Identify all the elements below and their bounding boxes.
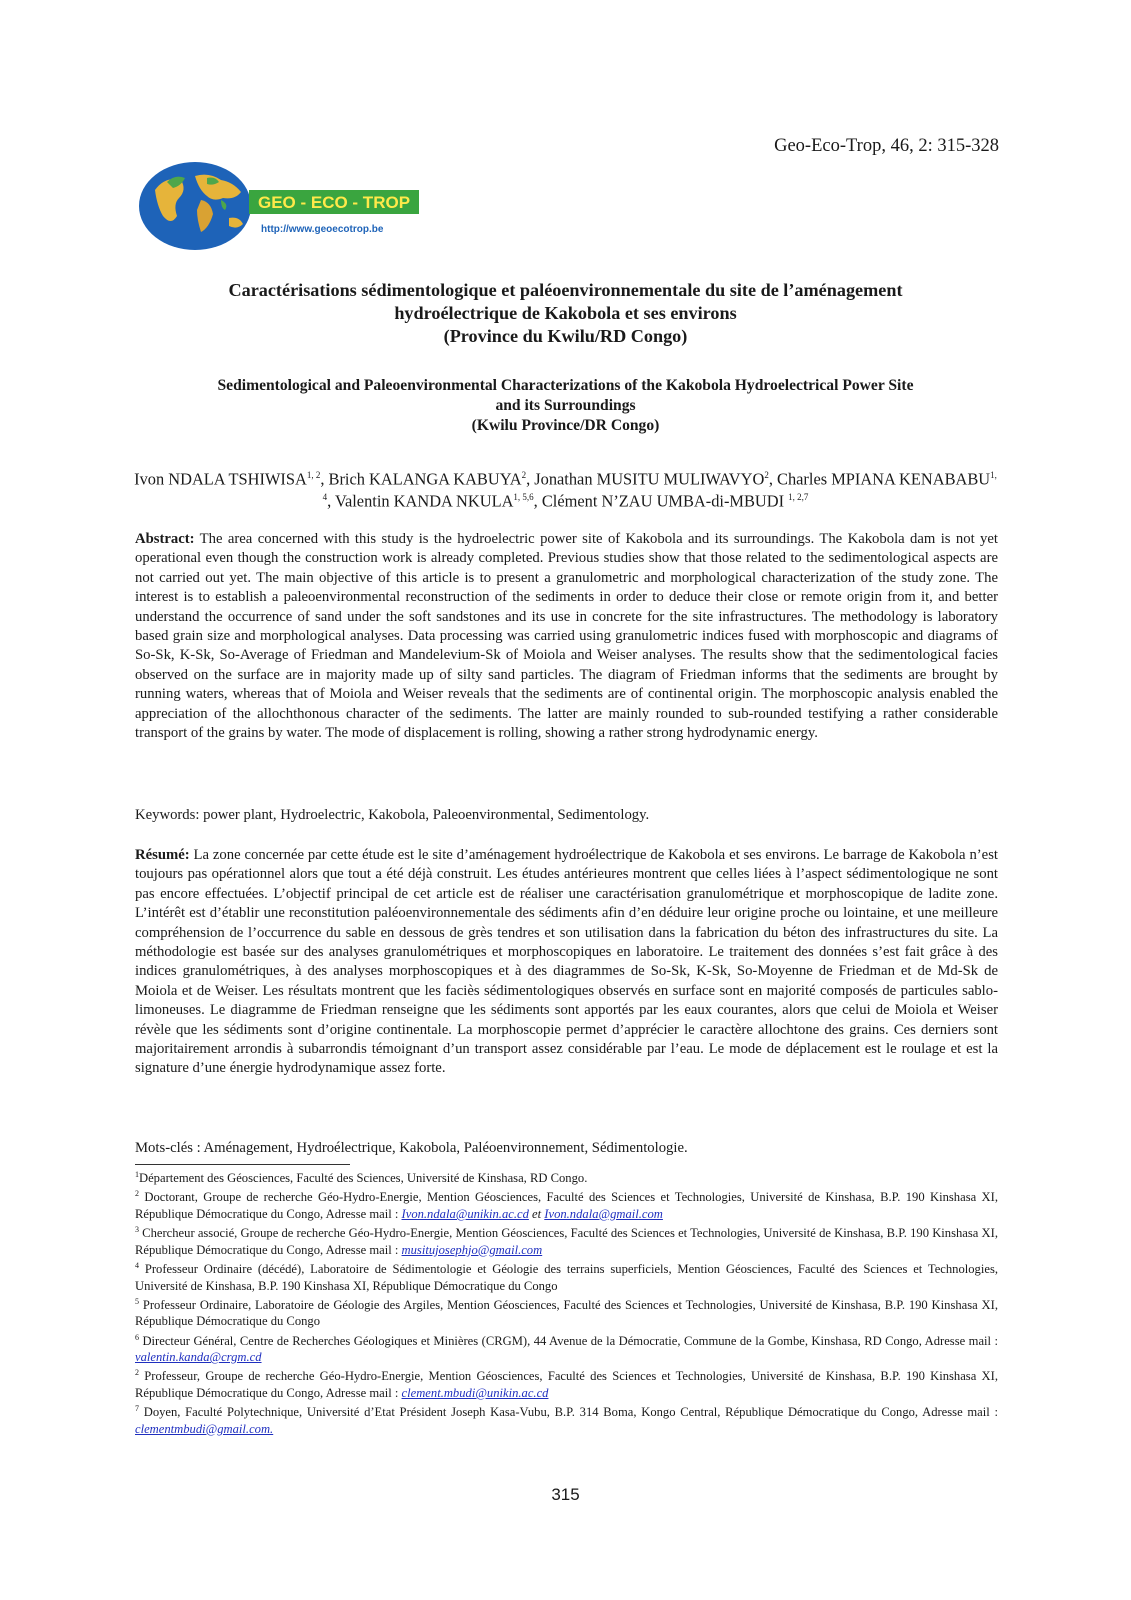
- footnote-number: 6: [135, 1332, 139, 1342]
- title-french: [130, 279, 1001, 348]
- footnote-8: [135, 1401, 998, 1437]
- author-name: Ivon NDALA TSHIWISA: [134, 469, 307, 489]
- email-link[interactable]: clement.mbudi@unikin.ac.cd: [401, 1385, 549, 1400]
- footnote-number: 4: [135, 1261, 139, 1271]
- mots-cles-line: Mots-clés : Aménagement, Hydroélectrique, Kakobola, Paléoenvironnement, Sédimentologie.: [135, 1140, 688, 1156]
- footnote-text: Directeur Général, Centre de Recherches Géologiques et Minières (CRGM), 44 Avenue de la Démocratie, Commune de la Gombe, Kinshasa, RD Congo, Adresse mail :: [139, 1333, 998, 1348]
- page-number: 315: [551, 1485, 580, 1504]
- author-name: , Clément N’ZAU UMBA-di-MBUDI: [533, 491, 789, 511]
- affiliation-marker: 2: [764, 470, 769, 480]
- footnote-5: [135, 1294, 998, 1330]
- globe-logo-icon: [137, 160, 427, 252]
- footnote-1: [135, 1167, 998, 1186]
- email-separator: et: [528, 1206, 545, 1221]
- footnote-number: 2: [135, 1368, 139, 1378]
- keywords-line: Keywords: power plant, Hydroelectric, Kakobola, Paleoenvironmental, Sedimentology.: [135, 807, 650, 823]
- footnotes: [135, 1167, 998, 1437]
- affiliation-marker: 1, 5,6: [513, 492, 534, 503]
- footnote-text: Département des Géosciences, Faculté des Sciences, Université de Kinshasa, RD Congo.: [139, 1171, 588, 1186]
- footnote-6: [135, 1330, 998, 1366]
- affiliation-marker: 1, 2: [306, 470, 321, 480]
- footnote-text: Professeur, Groupe de recherche Géo-Hydro-Energie, Mention Géosciences, Faculté des Sciences et Technologies, Université de Kinshasa, B.P. 190 Kinshasa XI, République Démocratique du Congo, Adresse mail :: [135, 1369, 998, 1400]
- resume-text: La zone concernée par cette étude est le site d’aménagement hydroélectrique de Kakobola et ses environs. Le barrage de Kakobola n’est toujours pas opérationnel alors que tout a été déjà construit. Les études antérieures montrent que celles liées à l’aspect sédimentologique ne sont pas encore effectuées. L’objectif principal de cet article est de réaliser une caractérisation granulométrique et morphoscopique de ladite zone. L’intérêt est d’établir une reconstitution paléoenvironnementale des sédiments afin d’en déduire leur origine proche ou lointaine, et une meilleure compréhension de l’occurrence du sable en dessous de grès tendres et son utilisation dans la fabrication du béton des infrastructures du site. La méthodologie est basée sur des analyses granulométriques et morphoscopiques en laboratoire. Le traitement des données s’est fait grâce à des indices granulométriques, à des analyses morphoscopiques et à des diagrammes de So-Sk, K-Sk, So-Moyenne de Friedman et de Md-Sk de Moiola et de Weiser. Les résultats montrent que les faciès sédimentologiques observés en surface sont en majorité composés de particules sablo-limoneuses. Le diagramme de Friedman renseigne que les sédiments sont apportés par les eaux courantes, alors que celui de Moiola et Weiser révèle que les sédiments sont d’origine continentale. La morphoscopie permet d’apprécier le caractère allochtone des grains. Ces derniers sont majoritairement arrondis à subarrondis témoignant d’un transport assez considérable par l’eau. Le mode de déplacement est le roulage et est la signature d’une énergie hydrodynamique assez forte.: [135, 847, 998, 1077]
- footnote-number: 1: [135, 1170, 139, 1179]
- resume-label: Résumé:: [135, 847, 190, 863]
- logo-url: http://www.geoecotrop.be: [261, 224, 384, 235]
- footnote-text: Doctorant, Groupe de recherche Géo-Hydro-Energie, Mention Géosciences, Faculté des Sciences et Technologies, Université de Kinshasa, B.P. 190 Kinshasa XI, République Démocratique du Congo, Adresse mail :: [135, 1190, 998, 1221]
- logo-name: GEO - ECO - TROP: [257, 193, 411, 212]
- title-english: [130, 376, 1001, 436]
- resume-paragraph: [135, 846, 998, 1079]
- footnote-4: [135, 1258, 998, 1294]
- footnote-7: [135, 1365, 998, 1401]
- journal-logo[interactable]: [137, 160, 427, 252]
- email-link[interactable]: clementmbudi@gmail.com.: [135, 1421, 274, 1436]
- author-name: , Brich KALANGA KABUYA: [320, 469, 522, 489]
- affiliation-marker: 1, 2,7: [788, 492, 809, 503]
- author-list: [130, 466, 1001, 511]
- abstract-paragraph: [135, 530, 998, 743]
- footnote-text: Professeur Ordinaire (décédé), Laboratoire de Sédimentologie et Géologie des terrains superficiels, Mention Géosciences, Faculté des Sciences et Technologies, Université de Kinshasa, B.P. 190 Kinshasa XI, République Démocratique du Congo: [135, 1262, 998, 1293]
- footnote-number: 2: [135, 1189, 139, 1199]
- title-english-line-2: and its Surroundings: [495, 397, 636, 414]
- footnote-3: [135, 1222, 998, 1258]
- title-english-line-1: Sedimentological and Paleoenvironmental Characterizations of the Kakobola Hydroelectrical Power Site: [217, 377, 914, 394]
- journal-reference: Geo-Eco-Trop, 46, 2: 315-328: [774, 136, 999, 156]
- affiliation-marker: 2: [521, 470, 527, 480]
- title-french-line-2: hydroélectrique de Kakobola et ses environs: [394, 303, 737, 323]
- footnote-2: [135, 1186, 998, 1222]
- title-english-line-3: (Kwilu Province/DR Congo): [471, 417, 660, 434]
- title-french-line-1: Caractérisations sédimentologique et paléoenvironnementale du site de l’aménagement: [228, 280, 903, 300]
- footnote-text: Chercheur associé, Groupe de recherche Géo-Hydro-Energie, Mention Géosciences, Faculté des Sciences et Technologies, Université de Kinshasa, B.P. 190 Kinshasa XI, République Démocratique du Congo, Adresse mail :: [135, 1226, 998, 1257]
- affiliation-marker: 1, 4: [322, 470, 997, 503]
- email-link[interactable]: valentin.kanda@crgm.cd: [135, 1350, 262, 1365]
- email-link[interactable]: musitujosephjo@gmail.com: [401, 1242, 543, 1257]
- author-name: , Valentin KANDA NKULA: [327, 491, 514, 511]
- email-link[interactable]: Ivon.ndala@unikin.ac.cd: [401, 1206, 529, 1221]
- footnote-number: 5: [135, 1296, 139, 1306]
- abstract-label: Abstract:: [135, 531, 195, 547]
- author-name: , Charles MPIANA KENABABU: [768, 469, 991, 489]
- footnote-number: 3: [135, 1225, 139, 1235]
- email-link[interactable]: Ivon.ndala@gmail.com: [544, 1206, 663, 1221]
- footnote-text: Doyen, Faculté Polytechnique, Université d’Etat Président Joseph Kasa-Vubu, B.P. 314 Boma, Kongo Central, République Démocratique du Congo, Adresse mail :: [139, 1405, 998, 1420]
- abstract-text: The area concerned with this study is the hydroelectric power site of Kakobola and its surroundings. The Kakobola dam is not yet operational even though the construction work is already completed. Previous studies show that those related to the sedimentological aspects are not carried out yet. The main objective of this article is to present a granulometric and morphological characterization of the study zone. The interest is to establish a paleoenvironmental reconstruction of the sediments in order to deduce their close or remote origin from it, and better understand the occurrence of sand under the soft sandstones and its use in concrete for the site infrastructures. The methodology is laboratory based grain size and morphological analyses. Data processing was carried using granulometric indices fused with morphoscopic and diagrams of So-Sk, K-Sk, So-Average of Friedman and Mandelevium-Sk of Moiola and Weiser analyses. The results show that the sedimentological facies observed on the surface are in majority made up of silty sand particles. The diagram of Friedman informs that the sediments are brought by running waters, whereas that of Moiola and Weiser reveals that the sediments are of continental origin. The morphoscopic analysis enabled the appreciation of the allochthonous character of the sediments. The latter are mainly rounded to sub-rounded testifying a rather considerable transport of the grains by water. The mode of displacement is rolling, showing a rather strong hydrodynamic energy.: [135, 531, 998, 742]
- author-name: , Jonathan MUSITU MULIWAVYO: [526, 469, 765, 489]
- footnote-text: Professeur Ordinaire, Laboratoire de Géologie des Argiles, Mention Géosciences, Faculté des Sciences et Technologies, Université de Kinshasa, B.P. 190 Kinshasa XI, République Démocratique du Congo: [135, 1298, 998, 1329]
- footnote-number: 7: [135, 1404, 139, 1414]
- footnote-divider: [135, 1164, 350, 1165]
- title-french-line-3: (Province du Kwilu/RD Congo): [443, 326, 688, 346]
